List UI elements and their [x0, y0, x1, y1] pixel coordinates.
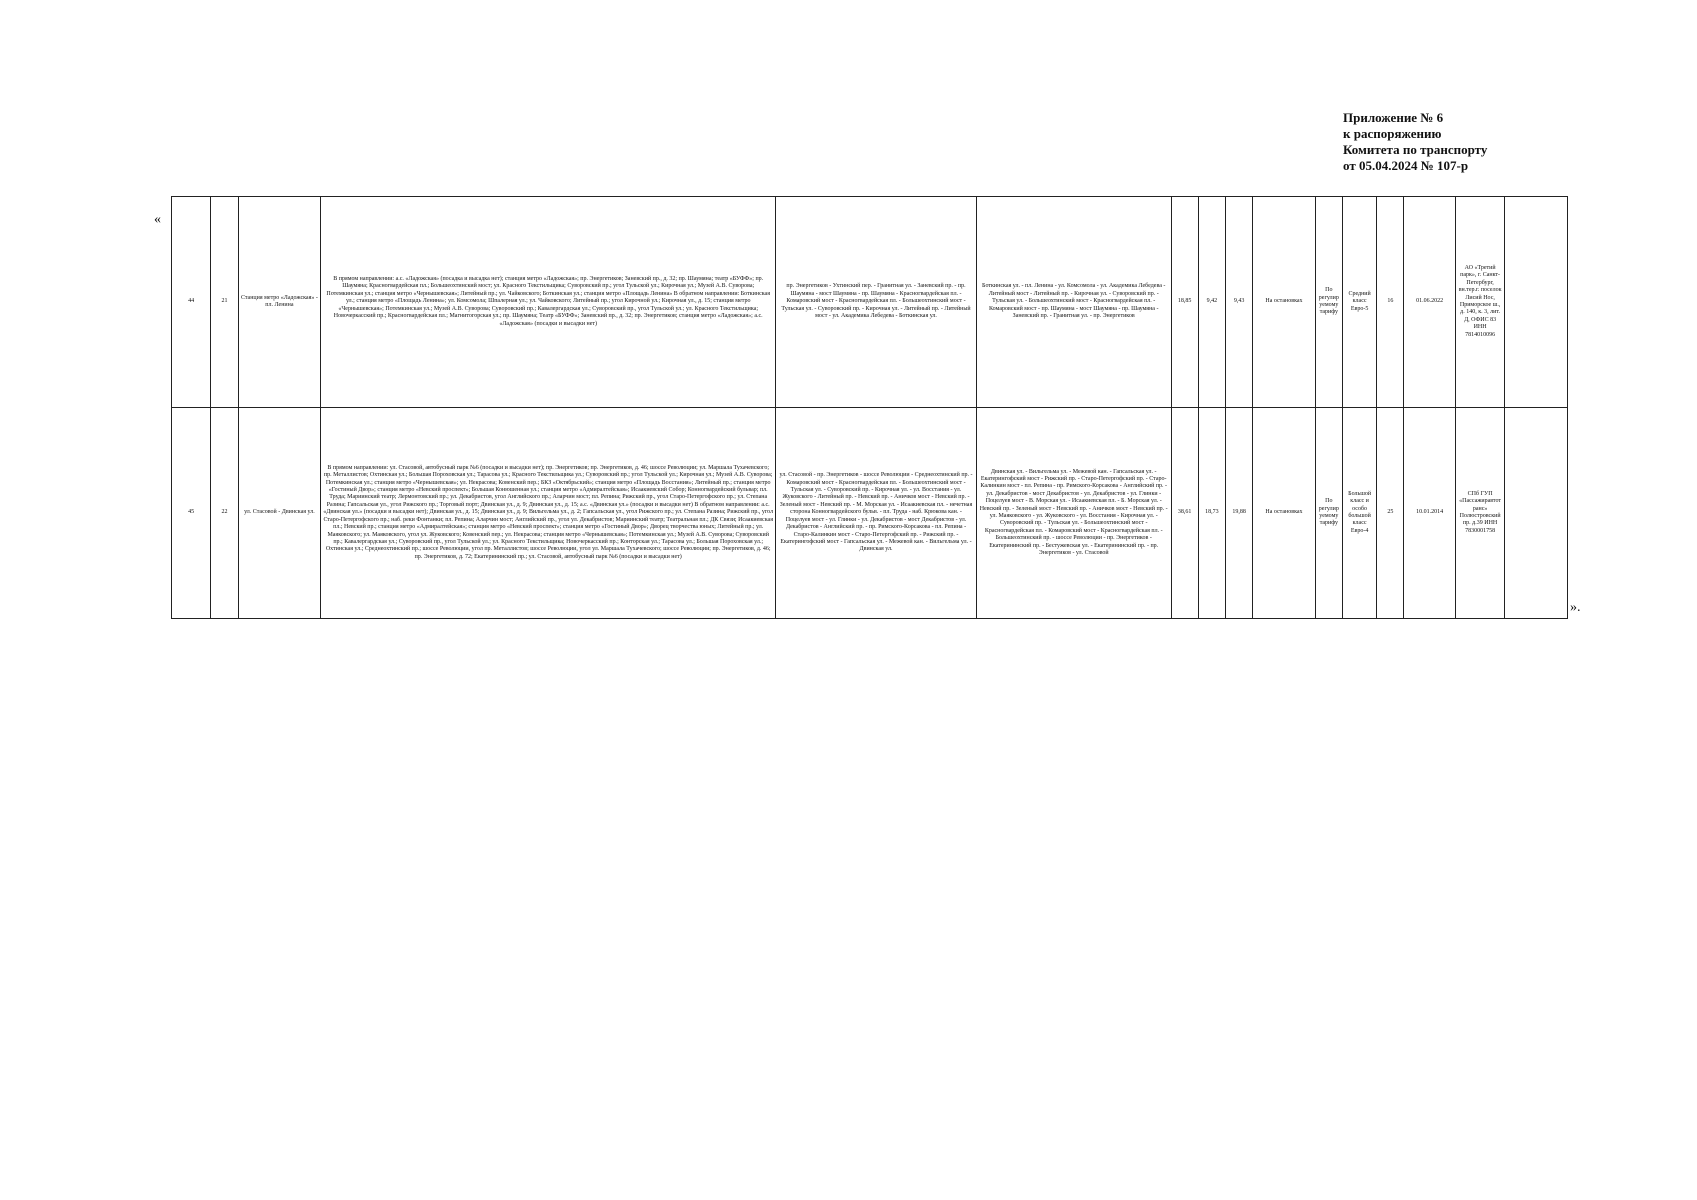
boarding-order-cell: На остановках — [1253, 408, 1316, 619]
length-forward-cell: 9,42 — [1198, 197, 1225, 408]
route-name-cell: ул. Стасовой - Двинская ул. — [238, 408, 321, 619]
closing-quote: ». — [1570, 600, 1581, 615]
stops-cell: В прямом направлении: ул. Стасовой, автобусный парк №6 (посадки и высадки нет); пр. Энергетиков; пр. Энергетиков, д. 46; шоссе Революции; ул. Маршала Тухачевского; пр. Металлистов; Охтинская ул.; Большая Пороховская ул.; Тарасова ул.; Красного Текстильщика ул.; Суворовский пр.; угол Тульской ул.; Кирочная ул.; Музей А.В. Суворова; Потемкинская ул.; станция метро «Чернышевская»; ул. Некрасова; Ковенский пер.; БКЗ «Октябрьский»; станция метро «Площадь Восстания»; Литейный пр.; станция метро «Гостиный Двор»; станция метро «Невский проспект»; Большая Конюшенная ул.; станция метро «Адмиралтейская»; Исаакиевский Собор; Конногвардейский бульвар; пл. Труда; Мариинский театр; Лермонтовский пр.; ул. Декабристов, угол Английского пр.; Аларчин мост; пл. Репина; Рижский пр., угол Старо-Петергофского пр.; ул. Степана Разина; Гапсальская ул., угол Рижского пр.; Торговый порт; Двинская ул., д. 9; Двинская ул., д. 15; а.с. «Двинская ул.» (посадки и высадки нет) В обратном направлении: а.с. «Двинская ул.» (посадки и высадки нет); Двинская ул., д. 15; Двинская ул., д. 9; Вильгельма ул., д. 2; Гапсальская ул., угол Рижского пр.; ул. Степана Разина; Рижский пр., угол Старо-Петергофского пр.; наб. реки Фонтанки; пл. Репина; Аларчин мост; Английский пр., угол ул. Декабристов; Мариинский театр; Театральная пл.; ДК Связи; Исаакиевская пл.; Невский пр.; станция метро «Адмиралтейская»; станция метро «Невский проспект»; станция метро «Гостиный Двор»; Дворец творчества юных; Литейный пр.; ул. Маяковского; ул. Маяковского, угол ул. Жуковского; Ковенский пер.; ул. Некрасова; станция метро «Чернышевская»; Потемкинская ул.; Музей А.В. Суворова; Суворовский пр.; Кавалергардская ул.; Суворовский пр., угол Тульской ул.; ул. Красного Текстильщика; Новочеркасский пр.; Конторская ул.; Тарасова ул.; Большая Пороховская ул.; Охтинская ул.; Среднеохтинский пр.; шоссе Революции, угол пр. Металлистов; шоссе Революции, угол ул. Маршала Тухачевского; шоссе Революции; пр. Энергетиков, д. 46; пр. Энергетиков, д. 72; Екатерининский пр.; ул. Стасовой, автобусный парк №6 (посадки и высадки нет) — [321, 408, 776, 619]
path-backward-cell: Боткинская ул. - пл. Ленина - ул. Комсомола - ул. Академика Лебедева - Литейный мост - Литейный пр. - Кирочная ул. - Суворовский пр. - Тульская ул. - Большеохтинский мост - Красногвардейская пл. - Комаровский мост - пр. Шаумяна - мост Шаумяна - пр. Шаумяна - Заневский пр. - Гранитная ул. - пр. Энергетиков — [976, 197, 1171, 408]
route-name-cell: Станция метро «Ладожская» - пл. Ленина — [238, 197, 321, 408]
length-forward-cell: 18,73 — [1198, 408, 1225, 619]
route-number-cell: 21 — [211, 197, 238, 408]
extra-cell — [1505, 197, 1568, 408]
length-total-cell: 18,85 — [1171, 197, 1198, 408]
table-row — [172, 197, 1568, 408]
appendix-order-ref: к распоряжению — [1343, 126, 1442, 141]
vehicle-class-cell: Большой класс и особо большой класс Евро-4 — [1342, 408, 1376, 619]
route-register-table — [171, 196, 1568, 619]
length-total-cell: 38,61 — [1171, 408, 1198, 619]
length-backward-cell: 9,43 — [1225, 197, 1252, 408]
extra-cell — [1505, 408, 1568, 619]
start-date-cell: 01.06.2022 — [1404, 197, 1455, 408]
appendix-committee: Комитета по транспорту — [1343, 142, 1488, 157]
route-number-cell: 22 — [211, 408, 238, 619]
stops-cell: В прямом направлении: а.с. «Ладожская» (посадка и высадка нет); станция метро «Ладожская»; пр. Энергетиков; Заневский пр., д. 32; пр. Шаумяна; театр «БУФФ»; пр. Шаумяна; Красногвардейская пл.; Большеохтинский мост; ул. Красного Текстильщика; Суворовский пр.; угол Тульской ул.; Кирочная ул.; Музей А.В. Суворова; Потемкинская ул.; станция метро «Чернышевская»; Литейный пр.; ул. Чайковского; Боткинская ул.; станция метро «Площадь Ленина» В обратном направлении: Боткинская ул.; станция метро «Площадь Ленина»; ул. Комсомола; Шпалерная ул.; ул. Чайковского; Литейный пр.; угол Кирочной ул.; Кирочная ул., д. 15; станция метро «Чернышевская»; Потемкинская ул.; Музей А.В. Суворова; Суворовский пр.; Кавалергардская ул.; Суворовский пр., угол Тульской ул.; ул. Красного Текстильщика; Новочеркасский пр.; Красногвардейская пл.; Магнитогорская ул.; пр. Шаумяна; Театр «БУФФ»; Заневский пр., д. 32; пр. Энергетиков; станция метро «Ладожская»; а.с. «Ладожская» (посадки и высадки нет) — [321, 197, 776, 408]
reg-number-cell: 45 — [172, 408, 211, 619]
tariff-cell: По регулируемому тарифу — [1315, 408, 1342, 619]
vehicle-count-cell: 25 — [1377, 408, 1404, 619]
appendix-date-number: от 05.04.2024 № 107-р — [1343, 158, 1469, 173]
tariff-cell: По регулируемому тарифу — [1315, 197, 1342, 408]
start-date-cell: 10.01.2014 — [1404, 408, 1455, 619]
reg-number-cell: 44 — [172, 197, 211, 408]
vehicle-class-cell: Средний класс Евро-5 — [1342, 197, 1376, 408]
opening-quote: « — [154, 212, 161, 227]
carrier-cell: АО «Третий парк», г. Санкт-Петербург, вн.тер.г. поселок Лисий Нос, Приморское ш., д. 140, к. 3, лит. Д, ОФИС 83 ИНН 7814010096 — [1455, 197, 1504, 408]
path-backward-cell: Двинская ул. - Вильгельма ул. - Межевой кан. - Гапсальская ул. - Екатерингофский мост - Рижский пр. - Старо-Петергофский пр. - Старо-Калинкин мост - пл. Репина - пр. Римского-Корсакова - Английский пр. - ул. Декабристов - мост Декабристов - ул. Декабристов - ул. Глинки - Поцелуев мост - В. Морская ул. - Исаакиевская пл. - Б. Морская ул. - Невский пр. - Зеленый мост - Невский пр. - Аничков мост - Невский пр. - ул. Маяковского - ул. Жуковского - ул. Восстания - Кирочная ул. - Суворовский пр. - Тульская ул. - Большеохтинский мост - Красногвардейская пл. - Комаровский мост - Красногвардейская пл. - Большеохтинский пр. - шоссе Революции - пр. Энергетиков - Екатерининский пр. - Бестужевская ул. - Екатерининский пр. - пр. Энергетиков - ул. Стасовой — [976, 408, 1171, 619]
appendix-title: Приложение № 6 — [1343, 110, 1444, 125]
path-forward-cell: ул. Стасовой - пр. Энергетиков - шоссе Революции - Среднеохтинский пр. - Комаровский мост - Красногвардейская пл. - Большеохтинский мост - Тульская ул. - Суворовский пр. - Кирочная ул. - ул. Восстания - ул. Жуковского - Литейный пр. - Невский пр. - Аничков мост - Невский пр. - Зеленый мост - Невский пр. - М. Морская ул. - Исаакиевская пл. - нечетная сторона Конногвардейского бульв. - пл. Труда - наб. Крюкова кан. - Поцелуев мост - ул. Глинки - ул. Декабристов - мост Декабристов - ул. Декабристов - Английский пр. - пр. Римского-Корсакова - пл. Репина - Старо-Калинкин мост - Старо-Петергофский пр. - Рижский пр. - Екатерингофский мост - Гапсальская ул. - Межевой кан. - Вильгельма ул. - Двинская ул. — [776, 408, 977, 619]
vehicle-count-cell: 16 — [1377, 197, 1404, 408]
table-row — [172, 408, 1568, 619]
appendix-heading — [1343, 110, 1643, 174]
boarding-order-cell: На остановках — [1253, 197, 1316, 408]
length-backward-cell: 19,88 — [1225, 408, 1252, 619]
carrier-cell: СПб ГУП «Пассажиравтотранс» Полюстровский пр. д.39 ИНН 7830001758 — [1455, 408, 1504, 619]
path-forward-cell: пр. Энергетиков - Ухтинский пер. - Гранитная ул. - Заневский пр. - пр. Шаумяна - мост Шаумяна - пр. Шаумяна - Красногвардейская пл. - Комаровский мост - Красногвардейская пл. - Большеохтинский мост - Тульская ул. - Суворовский пр. - Кирочная ул. - Литейный пр. - Литейный мост - ул. Академика Лебедева - Боткинская ул. — [776, 197, 977, 408]
